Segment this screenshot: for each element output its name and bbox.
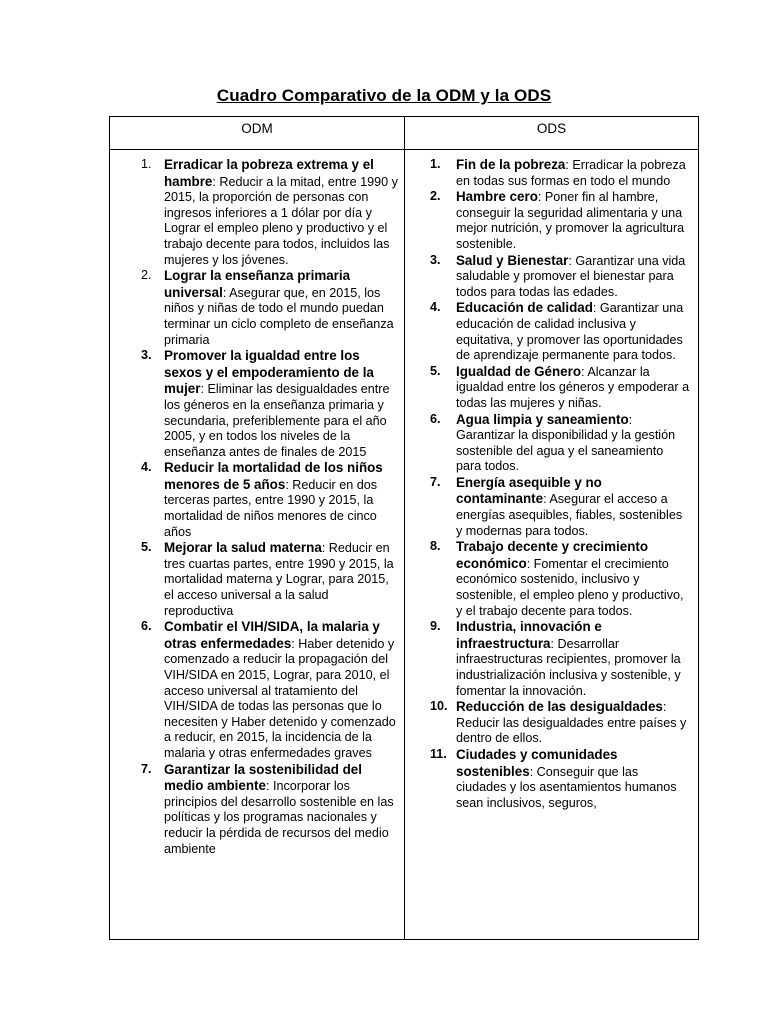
item-number: 10.	[430, 699, 448, 714]
item-number: 4.	[430, 300, 441, 315]
ods-list-item	[405, 699, 698, 747]
item-number: 3.	[141, 348, 152, 363]
goal-description: : Haber detenido y comenzado a reducir la propagación del VIH/SIDA en 2015, Lograr, para 2010, el acceso universal al tratamiento del VIH/SIDA de todas las personas que lo necesiten y Haber detenido y comenzado a reducir, en 2015, la incidencia de la malaria y otras enfermedades graves	[164, 636, 396, 760]
goal-description: : Erradicar la pobreza en todas sus formas en todo el mundo	[456, 158, 686, 188]
goal-description: : Garantizar la disponibilidad y la gestión sostenible del agua y el saneamiento para todos.	[456, 412, 676, 474]
goal-title: Trabajo decente y crecimiento económico	[456, 539, 649, 571]
goal-title: Energía asequible y no contaminante	[456, 474, 602, 507]
item-number: 1.	[430, 157, 441, 171]
goal-description: : Poner fin al hambre, conseguir la seguridad alimentaria y una mejor nutrición, y promover la agricultura sostenible.	[456, 190, 685, 251]
item-number: 5.	[430, 363, 441, 378]
goal-title: Promover la igualdad entre los sexos y el empoderamiento de la mujer	[164, 348, 374, 397]
goal-description: : Fomentar el crecimiento económico sostenido, inclusivo y sostenible, el empleo pleno y productivo, y el trabajo decente para todos.	[456, 556, 684, 618]
comparison-table	[109, 116, 699, 940]
goal-description: : Garantizar una vida saludable y promover el bienestar para todos para todas las edades.	[456, 253, 686, 299]
odm-list-item	[110, 348, 404, 460]
goal-description: : Conseguir que las ciudades y los asentamientos humanos sean inclusivos, seguros,	[456, 764, 677, 810]
odm-list-item	[110, 619, 404, 761]
goal-title: Garantizar la sostenibilidad del medio ambiente	[164, 761, 362, 794]
item-number: 2.	[141, 268, 152, 283]
ods-list-item	[405, 619, 698, 699]
item-number: 8.	[430, 539, 441, 554]
table-header-row	[110, 117, 699, 150]
odm-list	[110, 157, 404, 857]
goal-description: : Incorporar los principios del desarrollo sostenible en las políticas y los programas nacionales y reducir la pérdida de recursos del medio ambiente	[164, 779, 394, 856]
item-number: 7.	[141, 761, 152, 776]
ods-list-item	[405, 253, 698, 301]
goal-title: Salud y Bienestar	[456, 252, 569, 268]
ods-list-item	[405, 475, 698, 539]
item-number: 6.	[430, 411, 441, 426]
goal-description: : Asegurar el acceso a energías asequibles, fiables, sostenibles y modernas para todos.	[456, 492, 683, 538]
odm-list-item	[110, 157, 404, 268]
item-number: 4.	[141, 460, 152, 475]
odm-cell	[110, 150, 405, 940]
item-number: 11.	[430, 746, 447, 761]
document-title: Cuadro Comparativo de la ODM y la ODS	[216, 86, 552, 105]
goal-description: : Eliminar las desigualdades entre los géneros en la enseñanza primaria y secundaria, preferiblemente para el año 2005, y en todos los niveles de la enseñanza antes de finales de 2015	[164, 382, 390, 459]
ods-list-item	[405, 539, 698, 619]
goal-title: Lograr la enseñanza primaria universal	[164, 268, 351, 300]
item-number: 9.	[430, 619, 441, 634]
item-number: 7.	[430, 474, 441, 489]
header-odm: ODM	[110, 117, 405, 150]
goal-description: : Alcanzar la igualdad entre los géneros y empoderar a todas las mujeres y niñas.	[456, 364, 690, 410]
goal-title: Agua limpia y saneamiento	[456, 411, 629, 427]
goal-title: Educación de calidad	[456, 300, 593, 316]
goal-description: : Reducir las desigualdades entre países y dentro de ellos.	[456, 700, 687, 746]
goal-description: : Asegurar que, en 2015, los niños y niñas de todo el mundo puedan terminar un ciclo completo de enseñanza primaria	[164, 285, 394, 347]
goal-title: Combatir el VIH/SIDA, la malaria y otras enfermedades	[164, 619, 380, 651]
ods-list	[405, 157, 698, 811]
goal-description: : Garantizar una educación de calidad inclusiva y equitativa, y promover las oportunidades de aprendizaje permanente para todos.	[456, 301, 684, 363]
odm-list-item	[110, 762, 404, 858]
item-number: 2.	[430, 189, 441, 204]
odm-list-item	[110, 540, 404, 619]
goal-title: Mejorar la salud materna	[164, 540, 322, 556]
ods-list-item	[405, 412, 698, 475]
item-number: 3.	[430, 252, 441, 267]
table-body-row	[110, 150, 699, 940]
goal-title: Igualdad de Género	[456, 363, 582, 379]
item-number: 1.	[141, 157, 152, 171]
goal-description: : Reducir a la mitad, entre 1990 y 2015, la proporción de personas con ingresos inferiores a 1 dólar por día y Lograr el empleo pleno y productivo y el trabajo decente para todos, incluidos las mujeres y los jóvenes.	[164, 174, 398, 267]
item-number: 5.	[141, 540, 152, 555]
ods-cell	[405, 150, 699, 940]
goal-description: : Reducir en dos terceras partes, entre 1990 y 2015, la mortalidad de niños menores de cinco años	[164, 477, 378, 539]
ods-list-item	[405, 364, 698, 412]
ods-list-item	[405, 189, 698, 252]
goal-title: Reducir la mortalidad de los niños menores de 5 años	[164, 460, 383, 492]
ods-list-item	[405, 300, 698, 363]
header-ods: ODS	[405, 117, 699, 150]
goal-title: Erradicar la pobreza extrema y el hambre	[164, 157, 374, 189]
goal-title: Hambre cero	[456, 189, 538, 205]
item-number: 6.	[141, 619, 152, 634]
ods-list-item	[405, 157, 698, 189]
goal-title: Ciudades y comunidades sostenibles	[456, 746, 618, 779]
goal-title: Reducción de las desigualdades	[456, 699, 663, 715]
odm-list-item	[110, 460, 404, 540]
goal-description: : Desarrollar infraestructuras recipientes, promover la industrialización inclusiva y sostenible, y fomentar la innovación.	[456, 636, 681, 698]
odm-list-item	[110, 268, 404, 348]
goal-description: : Reducir en tres cuartas partes, entre 1990 y 2015, la mortalidad materna y Lograr, para 2015, el acceso universal a la salud reproductiva	[164, 541, 394, 618]
ods-list-item	[405, 747, 698, 811]
goal-title: Fin de la pobreza	[456, 157, 566, 172]
goal-title: Industria, innovación e infraestructura	[456, 619, 602, 651]
